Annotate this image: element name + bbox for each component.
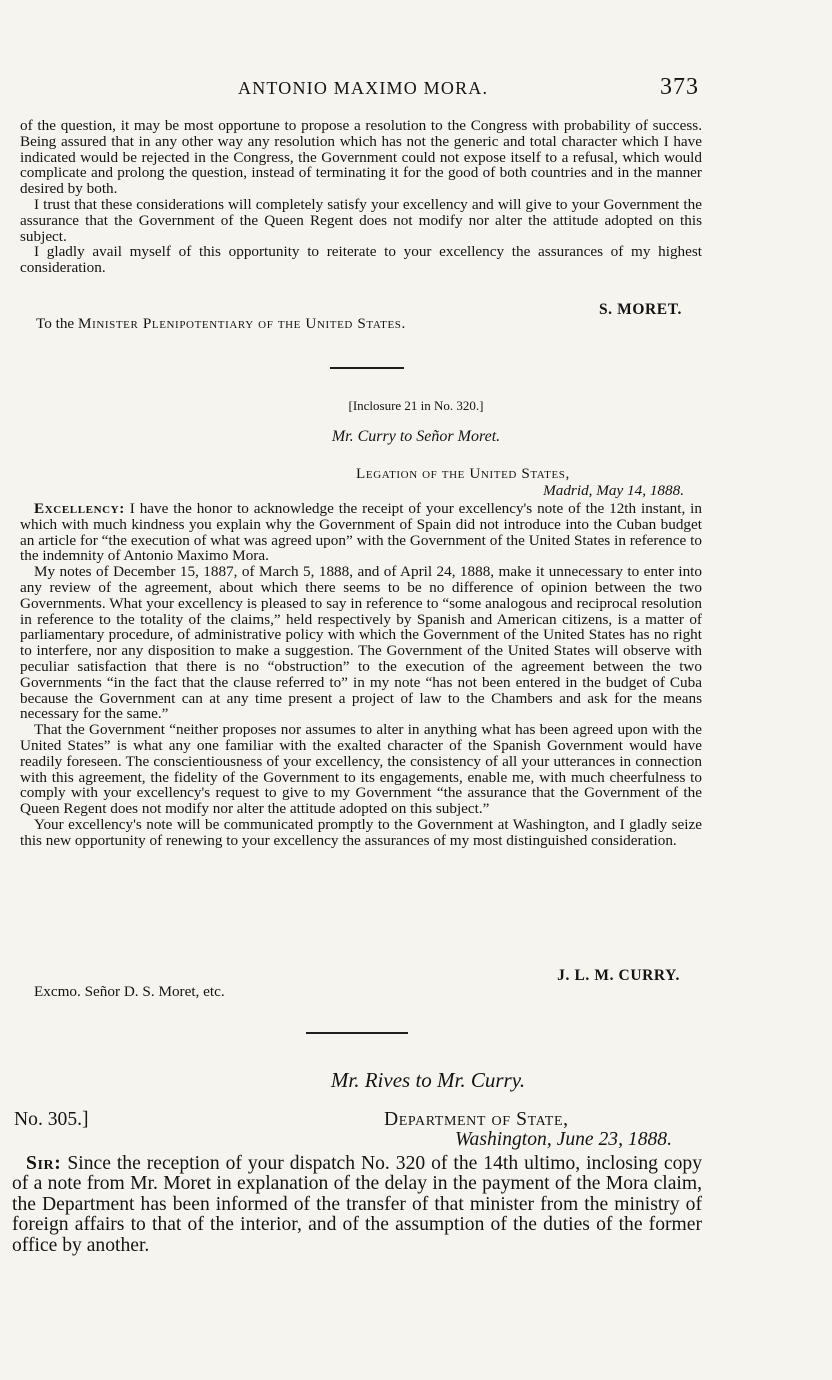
moret-paragraph-2: I trust that these considerations will completely satisfy your excellency and will give to your Government the assurance that the Government of the Queen Regent does not modify nor alter the attitude adopted on this subject. [20, 195, 702, 245]
rives-heading: Mr. Rives to Mr. Curry. [330, 1068, 526, 1092]
curry-paragraph-2: My notes of December 15, 1887, of March 5, 1888, and of April 24, 1888, make it unnecessary to enter into any review of the agreement, about which there seems to be no difference of opinion between the two Governments. What your excellency is pleased to say in reference to “some analogous and reciprocal resolution in reference to the totality of the claims,” held respectively by Spanish and American citizens, is a matter of parliamentary procedure, of administrative policy with which the Government of the United States has no right to interfere, nor any disposition to make a suggestion. The Government of the United States will observe with peculiar satisfaction that there is no “obstruction” to the execution of the agreement between the two Governments “in the fact that the clause referred to” in my note “has not been entered in the budget of Cuba because the Government can at any time present a project of law to the Chambers and ask for the means necessary for the same.” [20, 563, 702, 723]
page-number: 373 [660, 74, 699, 100]
curry-letter-body [20, 501, 702, 849]
rives-salutation: Sir: [26, 1153, 62, 1174]
moret-signature: S. MORET. [598, 301, 682, 318]
rives-dateline: Washington, June 23, 1888. [455, 1129, 672, 1150]
rives-letter-body [12, 1154, 702, 1256]
moret-letter-body [20, 118, 702, 276]
curry-paragraph-4: Your excellency's note will be communicated promptly to the Government at Washington, and I gladly seize this new opportunity of renewing to your excellency the assurances of my most distinguished consideration. [20, 815, 702, 849]
curry-signature: J. L. M. CURRY. [557, 967, 680, 984]
moret-addressee [36, 316, 636, 332]
page-header [0, 74, 832, 104]
moret-addressee-prefix: To the [36, 315, 75, 332]
rives-paragraph [12, 1154, 702, 1256]
curry-paragraph-1 [20, 501, 702, 564]
dispatch-number: No. 305.] [14, 1109, 89, 1130]
moret-paragraph-3: I gladly avail myself of this opportunity to reiterate to your excellency the assurances of my highest consideration. [20, 243, 702, 277]
curry-paragraph-3: That the Government “neither proposes nor assumes to alter in anything what has been agreed upon with the United States” is what any one familiar with the exalted character of the Spanish Government would have readily foreseen. The conscientiousness of your excellency, the consistency of all your utterances in connection with this agreement, the fidelity of the Government to its engagements, enable me, with much cheerfulness to comply with your excellency's request to give to my Government “the assurance that the Government of the Queen Regent does not modify nor alter the attitude adopted on this subject.” [20, 721, 702, 818]
legation-line: Legation of the United States, [356, 465, 570, 482]
rives-paragraph-text: Since the reception of your dispatch No. 320 of the 14th ultimo, inclosing copy of a note from Mr. Moret in explanation of the delay in the payment of the Mora claim, the Department has been informed of the transfer of that minister from the ministry of foreign affairs to that of the interior, and of the assumption of the duties of the former office by another. [12, 1153, 702, 1256]
curry-salutation: Excellency: [34, 500, 125, 517]
inclosure-heading: Mr. Curry to Señor Moret. [331, 428, 501, 445]
curry-dateline: Madrid, May 14, 1888. [543, 482, 684, 499]
inclosure-label: [Inclosure 21 in No. 320.] [348, 398, 484, 413]
moret-paragraph-1: of the question, it may be most opportune to propose a resolution to the Congress with probability of success. Being assured that in any other way any resolution which has not the generic and total character which I have indicated would be rejected in the Congress, the Government could not expose itself to a refusal, which would complicate and prolong the question, instead of terminating it for the good of both countries and in the manner desired by both. [20, 117, 702, 198]
curry-paragraph-1-text: I have the honor to acknowledge the receipt of your excellency's note of the 12th instant, in which with much kindness you explain why the Government of Spain did not introduce into the Cuban budget an article for “the execution of what was agreed upon” with the Government of the United States in reference to the indemnity of Antonio Maximo Mora. [20, 500, 702, 565]
curry-addressee: Excmo. Señor D. S. Moret, etc. [34, 983, 225, 1000]
department-line: Department of State, [384, 1109, 569, 1130]
moret-addressee-title: Minister Plenipotentiary of the United States. [77, 315, 406, 332]
running-title: ANTONIO MAXIMO MORA. [238, 78, 489, 98]
section-divider-1 [330, 367, 404, 369]
section-divider-2 [306, 1032, 408, 1034]
